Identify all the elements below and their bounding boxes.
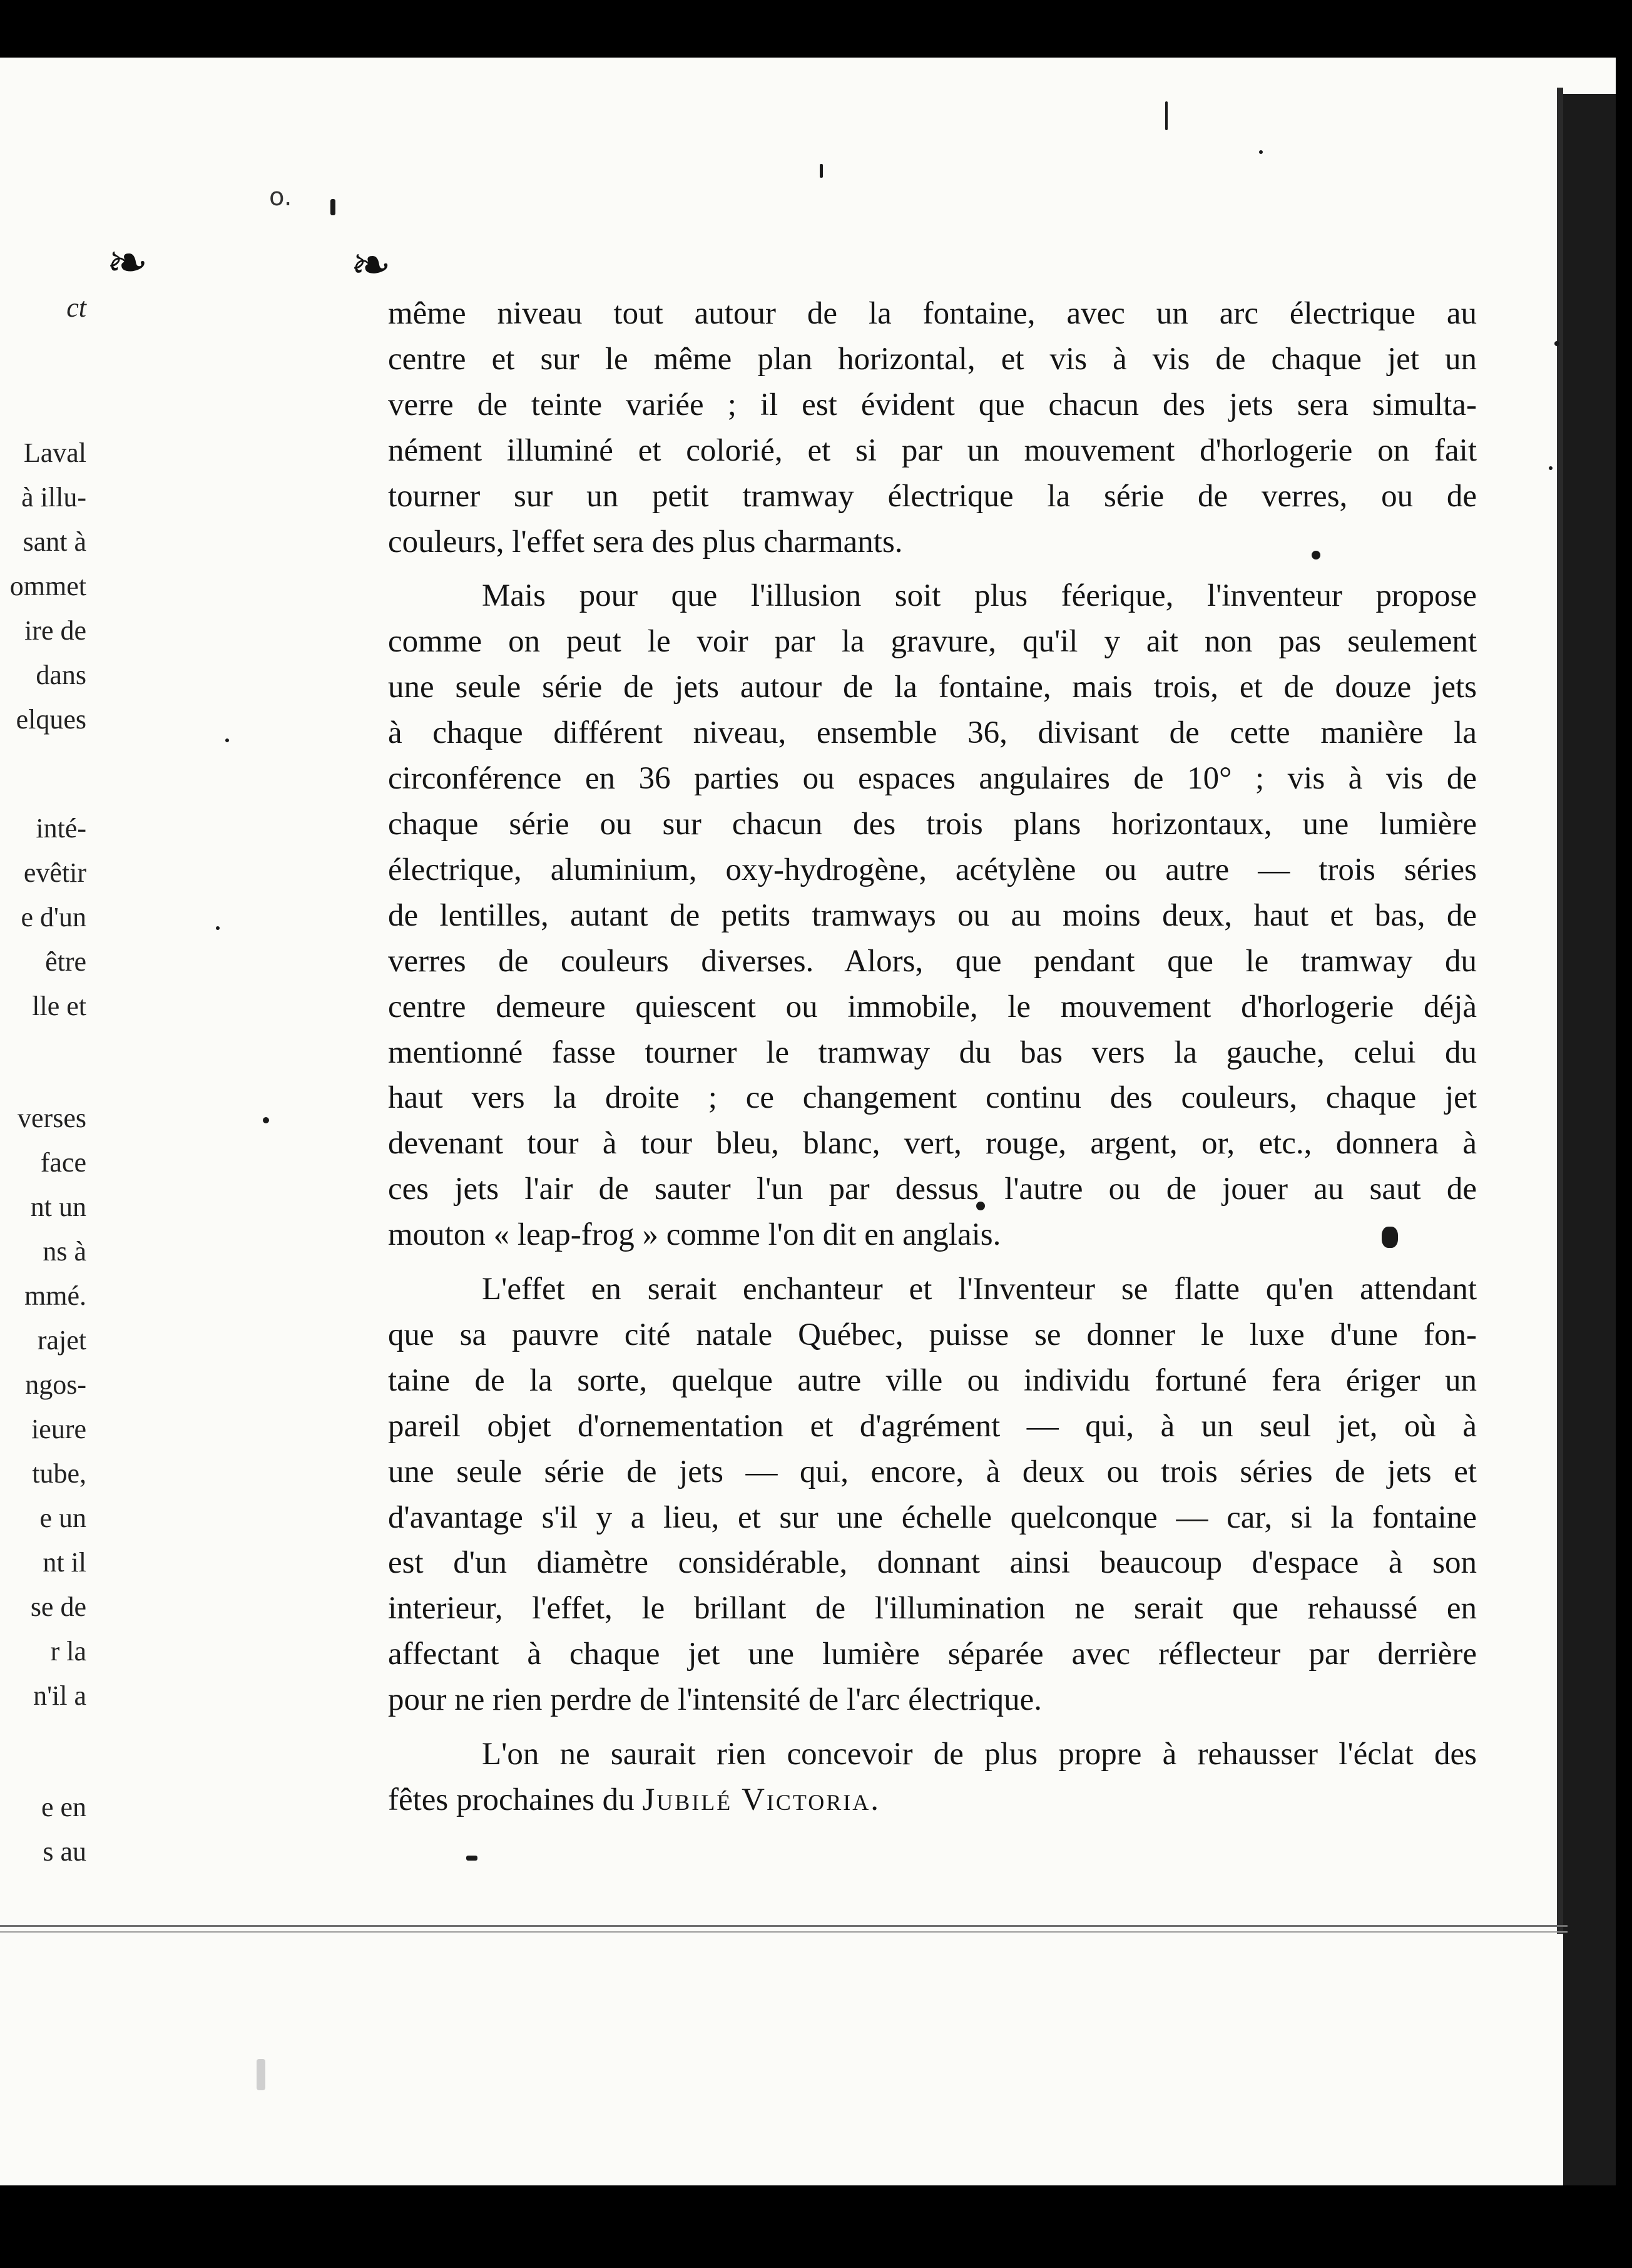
adjacent-page-fragment: elques xyxy=(16,704,86,735)
text-line xyxy=(388,1777,1477,1823)
scan-mark: o. xyxy=(269,183,292,212)
text-line: une seule série de jets — qui, encore, à deux ou trois séries de jets et xyxy=(388,1454,1477,1489)
adjacent-page-fragment: ire de xyxy=(24,615,86,646)
adjacent-page-fragment: lle et xyxy=(32,991,86,1021)
text-line: est d'un diamètre considérable, donnant ainsi beaucoup d'espace à son xyxy=(388,1545,1477,1581)
adjacent-page-fragment: être xyxy=(45,946,86,977)
text-line: pareil objet d'ornementation et d'agrément — qui, à un seul jet, où à xyxy=(388,1408,1477,1444)
text-line: interieur, l'effet, le brillant de l'illumination ne serait que rehaussé en xyxy=(388,1591,1477,1627)
adjacent-page-fragment: verses xyxy=(18,1103,86,1133)
adjacent-page-fragment: r la xyxy=(50,1636,86,1667)
adjacent-page-fragment: Laval xyxy=(23,437,86,468)
body-text xyxy=(388,291,1477,1823)
adjacent-page-fragment: à illu- xyxy=(21,482,86,513)
scan-speck xyxy=(330,199,335,215)
scan-speck xyxy=(1549,466,1553,470)
scan-speck xyxy=(1165,101,1168,130)
scan-speck xyxy=(1554,341,1559,346)
text-line: que sa pauvre cité natale Québec, puisse se donner le luxe d'une fon- xyxy=(388,1317,1477,1352)
adjacent-page-fragment: face xyxy=(40,1147,86,1178)
text-line: couleurs, l'effet sera des plus charmants. xyxy=(388,524,903,559)
text-line: L'effet en serait enchanteur et l'Inventeur se flatte qu'en attendant xyxy=(482,1272,1477,1307)
adjacent-page-fragment: ngos- xyxy=(25,1369,86,1400)
text-line: à chaque différent niveau, ensemble 36, divisant de cette manière la xyxy=(388,715,1477,751)
page-edge-shadow xyxy=(1557,88,1563,1934)
text-line: tourner sur un petit tramway électrique la série de verres, ou de xyxy=(388,478,1477,514)
ink-blot-left: ❧ xyxy=(106,233,149,292)
adjacent-page-fragments xyxy=(0,0,94,2003)
text-line: mentionné fasse tourner le tramway du bas vers la gauche, celui du xyxy=(388,1034,1477,1070)
text-line: mouton « leap-frog » comme l'on dit en anglais. xyxy=(388,1217,1001,1253)
adjacent-page-fragment: evêtir xyxy=(23,857,86,888)
paragraph xyxy=(388,291,1477,564)
text-line: chaque série ou sur chacun des trois plans horizontaux, une lumière xyxy=(388,806,1477,842)
text-line: nément illuminé et colorié, et si par un mouvement d'horlogerie on fait xyxy=(388,432,1477,468)
text-line: circonférence en 36 parties ou espaces angulaires de 10° ; vis à vis de xyxy=(388,761,1477,797)
adjacent-page-fragment: e en xyxy=(41,1792,86,1822)
text-line: de lentilles, autant de petits tramways ou au moins deux, haut et bas, de xyxy=(388,897,1477,933)
adjacent-page-fragment: ieure xyxy=(31,1414,86,1444)
scan-speck xyxy=(216,926,220,930)
text-line: verres de couleurs diverses. Alors, que pendant que le tramway du xyxy=(388,943,1477,979)
adjacent-page-fragment: mmé. xyxy=(24,1280,86,1311)
adjacent-page-fragment: s au xyxy=(43,1836,86,1867)
adjacent-page-fragment: rajet xyxy=(37,1325,86,1356)
text-line: comme on peut le voir par la gravure, qu'il y ait non pas seulement xyxy=(388,624,1477,660)
text-line-suffix: . xyxy=(870,1782,879,1817)
bottom-rule-lower xyxy=(0,1931,1568,1933)
adjacent-page-fragment: ct xyxy=(66,292,86,323)
text-line: d'avantage s'il y a lieu, et sur une échelle quelconque — car, si la fontaine xyxy=(388,1499,1477,1535)
text-line: une seule série de jets autour de la fontaine, mais trois, et de douze jets xyxy=(388,670,1477,705)
ink-blot-right: ❧ xyxy=(350,237,392,294)
scan-speck xyxy=(263,1117,269,1123)
scan-speck xyxy=(225,738,229,742)
adjacent-page-fragment: ommet xyxy=(9,571,86,601)
scan-speck xyxy=(820,164,823,178)
scan-speck xyxy=(1259,150,1263,154)
adjacent-page-fragment: tube, xyxy=(32,1458,86,1489)
adjacent-page-fragment: inté- xyxy=(36,813,86,844)
text-line-prefix: fêtes prochaines du xyxy=(388,1782,643,1817)
text-line: pour ne rien perdre de l'intensité de l'arc électrique. xyxy=(388,1682,1042,1718)
adjacent-page-fragment: nt il xyxy=(43,1547,86,1578)
page-edge xyxy=(1563,94,1616,2185)
bottom-rule-upper xyxy=(0,1925,1568,1927)
adjacent-page-fragment: e d'un xyxy=(21,902,86,932)
text-line: affectant à chaque jet une lumière séparée avec réflecteur par derrière xyxy=(388,1637,1477,1672)
adjacent-page-fragment: n'il a xyxy=(33,1680,86,1711)
text-line: taine de la sorte, quelque autre ville ou individu fortuné fera ériger un xyxy=(388,1362,1477,1398)
adjacent-page-fragment: dans xyxy=(36,660,86,690)
text-line: L'on ne saurait rien concevoir de plus propre à rehausser l'éclat des xyxy=(482,1737,1477,1772)
adjacent-page-fragment: se de xyxy=(30,1591,86,1622)
text-line: haut vers la droite ; ce changement continu des couleurs, chaque jet xyxy=(388,1080,1477,1116)
scan-speck xyxy=(466,1856,477,1861)
paragraph xyxy=(388,1267,1477,1723)
text-line: centre et sur le même plan horizontal, et vis à vis de chaque jet un xyxy=(388,341,1477,377)
text-line: verre de teinte variée ; il est évident que chacun des jets sera simulta- xyxy=(388,387,1477,422)
scan-speck xyxy=(257,2059,265,2090)
jubilee-title: Jubilé Victoria xyxy=(642,1782,871,1817)
paragraph xyxy=(388,1732,1477,1823)
adjacent-page-fragment: ns à xyxy=(43,1236,86,1267)
text-line: devenant tour à tour bleu, blanc, vert, rouge, argent, or, etc., donnera à xyxy=(388,1126,1477,1162)
text-line: même niveau tout autour de la fontaine, avec un arc électrique au xyxy=(388,296,1477,331)
text-line: centre demeure quiescent ou immobile, le mouvement d'horlogerie déjà xyxy=(388,989,1477,1024)
text-line: électrique, aluminium, oxy-hydrogène, acétylène ou autre — trois séries xyxy=(388,852,1477,887)
adjacent-page-fragment: sant à xyxy=(23,526,86,557)
adjacent-page-fragment: e un xyxy=(39,1503,86,1533)
paragraph xyxy=(388,573,1477,1258)
text-line: ces jets l'air de sauter l'un par dessus l'autre ou de jouer au saut de xyxy=(388,1172,1477,1207)
text-line: Mais pour que l'illusion soit plus féerique, l'inventeur propose xyxy=(482,578,1477,614)
adjacent-page-fragment: nt un xyxy=(30,1192,86,1222)
